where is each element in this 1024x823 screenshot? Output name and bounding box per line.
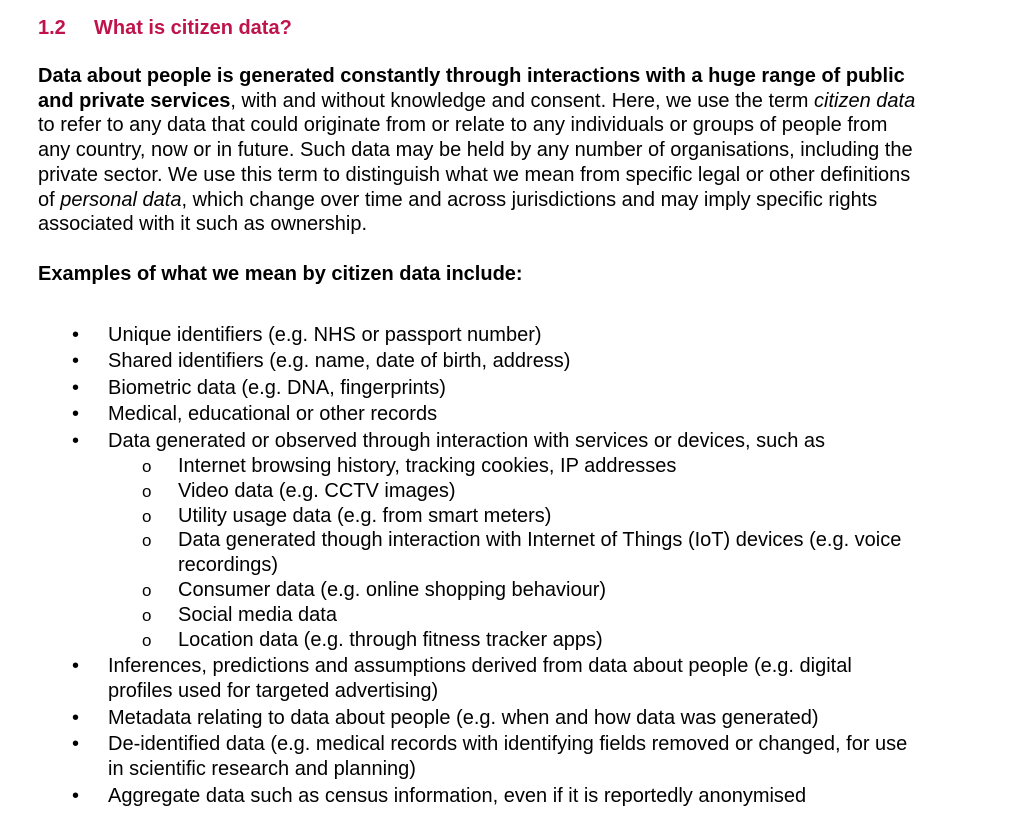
list-item <box>38 706 918 731</box>
list-item <box>38 402 918 427</box>
bullet-icon: • <box>72 655 80 678</box>
sub-list-item <box>108 454 918 479</box>
bullet-icon: • <box>72 733 80 756</box>
intro-text-part1: , with and without knowledge and consent. Here, we use the term <box>230 89 815 112</box>
sub-list-item-text: Video data (e.g. CCTV images) <box>178 479 456 502</box>
sub-list-item <box>108 628 918 653</box>
list-item <box>38 349 918 374</box>
sub-list-item <box>108 603 918 628</box>
bullet-icon: • <box>72 350 80 373</box>
intro-paragraph <box>38 64 918 237</box>
examples-heading: Examples of what we mean by citizen data include: <box>38 263 523 285</box>
sub-list-item <box>108 578 918 603</box>
intro-term-personal-data: personal data <box>60 188 182 211</box>
sub-list-item-text: Location data (e.g. through fitness tracker apps) <box>178 629 603 652</box>
circle-bullet-icon: o <box>142 481 152 501</box>
list-item-text: Biometric data (e.g. DNA, fingerprints) <box>108 376 446 399</box>
circle-bullet-icon: o <box>142 606 152 626</box>
list-item-text: Aggregate data such as census information, even if it is reportedly anonymised <box>108 784 807 807</box>
bullet-icon: • <box>72 376 80 399</box>
list-item-text: Medical, educational or other records <box>108 403 438 426</box>
sub-list-item <box>108 528 918 578</box>
circle-bullet-icon: o <box>142 631 152 651</box>
sub-list-item-text: Utility usage data (e.g. from smart meters) <box>178 504 552 527</box>
circle-bullet-icon: o <box>142 531 152 551</box>
section-number: 1.2 <box>38 17 66 39</box>
circle-bullet-icon: o <box>142 581 152 601</box>
sub-list-item-text: Consumer data (e.g. online shopping behaviour) <box>178 579 607 602</box>
list-item-text: Data generated or observed through interaction with services or devices, such as <box>108 429 826 452</box>
circle-bullet-icon: o <box>142 506 152 526</box>
sub-list-item-text: Internet browsing history, tracking cookies, IP addresses <box>178 454 677 477</box>
intro-text-part2: to refer to any data that could originate from or relate to any individuals or groups of people from any country, now or in future. Such data may be held by any number of organisations, including the private sector. We use this term to distinguish what we mean from specific legal or other definitions of <box>38 114 913 211</box>
sub-list-item <box>108 504 918 529</box>
list-item-text: Unique identifiers (e.g. NHS or passport number) <box>108 324 542 346</box>
sub-list-item <box>108 479 918 504</box>
bullet-icon: • <box>72 429 80 452</box>
list-item <box>38 732 918 782</box>
sub-list-item-text: Social media data <box>178 604 337 627</box>
section-title: What is citizen data? <box>94 17 292 39</box>
sub-list-item-text: Data generated though interaction with Internet of Things (IoT) devices (e.g. voice recordings) <box>178 529 902 577</box>
list-item <box>38 429 918 653</box>
list-item <box>38 654 918 704</box>
intro-text-part3: , which change over time and across jurisdictions and may imply specific rights associated with it such as ownership. <box>38 188 878 236</box>
list-item <box>38 376 918 401</box>
bullet-icon: • <box>72 706 80 729</box>
bullet-icon: • <box>72 403 80 426</box>
list-item-text: Inferences, predictions and assumptions derived from data about people (e.g. digital profiles used for targeted advertising) <box>108 655 852 703</box>
list-item <box>38 323 918 348</box>
list-item-text: Metadata relating to data about people (e.g. when and how data was generated) <box>108 706 819 729</box>
list-item <box>38 784 918 809</box>
section-heading <box>38 14 292 42</box>
list-item-text: De-identified data (e.g. medical records with identifying fields removed or changed, for use in scientific research and planning) <box>108 733 908 781</box>
bullet-icon: • <box>72 324 80 346</box>
bullet-icon: • <box>72 784 80 807</box>
intro-bold-lead: Data about people is generated constantly through interactions with a huge range of public and private services <box>38 65 905 112</box>
circle-bullet-icon: o <box>142 456 152 476</box>
examples-list <box>38 323 918 810</box>
intro-term-citizen-data: citizen data <box>814 89 916 112</box>
sub-examples-list <box>108 454 918 653</box>
list-item-text: Shared identifiers (e.g. name, date of birth, address) <box>108 350 571 373</box>
